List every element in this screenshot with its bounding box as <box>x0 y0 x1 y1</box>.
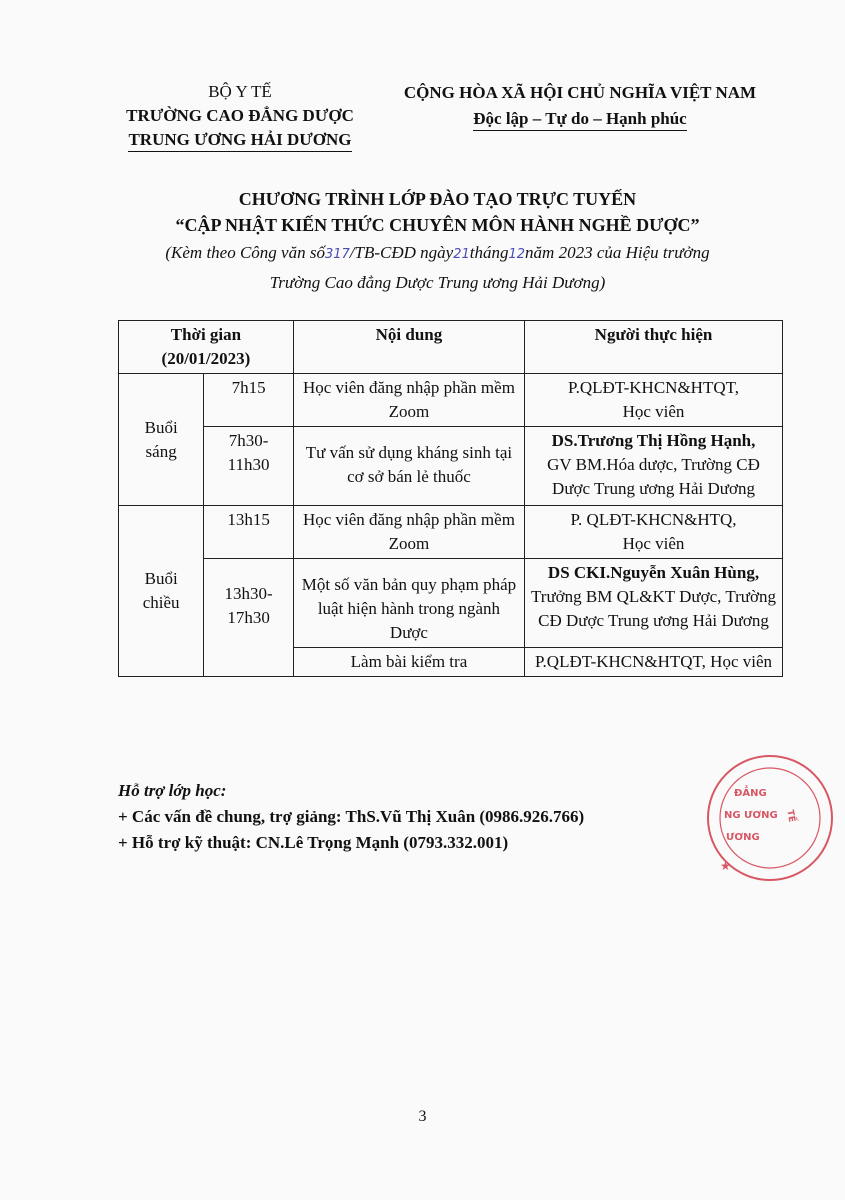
subtitle-part-c: tháng <box>469 243 509 262</box>
document-title <box>80 186 795 296</box>
ministry-name: BỘ Y TẾ <box>208 82 272 101</box>
issuer-header <box>100 80 380 152</box>
svg-text:★: ★ <box>720 859 731 873</box>
national-header <box>375 80 785 132</box>
table-row <box>119 427 783 506</box>
time-cell <box>204 427 294 506</box>
handwritten-month: 12 <box>508 247 526 262</box>
svg-text:ĐẲNG: ĐẲNG <box>734 788 767 799</box>
svg-text:ƯƠNG: ƯƠNG <box>726 832 760 843</box>
svg-text:TẾ: TẾ <box>784 809 797 824</box>
subtitle-part-d: năm 2023 của Hiệu trưởng <box>525 243 710 262</box>
time-start: 13h30- <box>224 584 273 603</box>
table-row <box>119 559 783 648</box>
school-name-line2: TRUNG ƯƠNG HẢI DƯƠNG <box>128 129 351 152</box>
person-cell <box>525 374 783 427</box>
support-line-general: + Các vấn đề chung, trợ giảng: ThS.Vũ Thị Xuân (0986.926.766) <box>118 807 585 826</box>
header-date: (20/01/2023) <box>161 349 251 368</box>
time-cell: 7h15 <box>204 374 294 427</box>
session-label: chiều <box>142 593 180 612</box>
subtitle-line2: Trường Cao đẳng Dược Trung ương Hải Dương) <box>269 273 606 292</box>
person-role: Học viên <box>622 402 685 421</box>
title-line2: “CẬP NHẬT KIẾN THỨC CHUYÊN MÔN HÀNH NGHỀ DƯỢC” <box>175 215 700 235</box>
handwritten-doc-number: 317 <box>324 247 350 262</box>
person-name: DS.Trương Thị Hồng Hạnh, <box>551 431 756 450</box>
person-unit: P. QLĐT-KHCN&HTQ, <box>570 510 737 529</box>
person-cell <box>525 427 783 506</box>
session-label: Buổi <box>144 417 178 437</box>
person-role: Học viên <box>622 534 685 553</box>
time-cell <box>204 559 294 677</box>
content-cell: Học viên đăng nhập phần mềm Zoom <box>293 374 524 427</box>
session-afternoon <box>119 506 204 677</box>
session-label: sáng <box>145 441 177 461</box>
official-seal-stamp <box>700 738 845 898</box>
content-cell: Tư vấn sử dụng kháng sinh tại cơ sở bán lẻ thuốc <box>293 427 524 506</box>
school-name-line1: TRƯỜNG CAO ĐẲNG DƯỢC <box>126 106 354 125</box>
time-end: 11h30 <box>227 455 270 474</box>
header-person: Người thực hiện <box>525 321 783 374</box>
republic-name: CỘNG HÒA XÃ HỘI CHỦ NGHĨA VIỆT NAM <box>403 83 757 102</box>
support-heading: Hỗ trợ lớp học: <box>118 781 227 800</box>
content-cell: Làm bài kiểm tra <box>293 648 524 677</box>
title-subtitle <box>80 240 795 268</box>
header-time: Thời gian <box>170 325 242 344</box>
title-line1: CHƯƠNG TRÌNH LỚP ĐÀO TẠO TRỰC TUYẾN <box>238 189 637 209</box>
content-cell: Một số văn bản quy phạm pháp luật hiện hành trong ngành Dược <box>293 559 524 648</box>
page-number: 3 <box>418 1108 427 1125</box>
time-start: 7h30- <box>228 431 269 450</box>
person-role: Trưởng BM QL&KT Dược, Trường CĐ Dược Trung ương Hải Dương <box>531 587 776 630</box>
handwritten-day: 21 <box>453 247 470 262</box>
time-cell: 13h15 <box>204 506 294 559</box>
person-name: DS CKI.Nguyễn Xuân Hùng, <box>547 563 760 582</box>
content-cell: Học viên đăng nhập phần mềm Zoom <box>293 506 524 559</box>
header-time-cell <box>119 321 294 374</box>
subtitle-part-b: /TB-CĐD ngày <box>349 243 454 262</box>
header-content: Nội dung <box>293 321 524 374</box>
person-cell <box>525 559 783 648</box>
support-section <box>118 778 738 856</box>
person-cell: P.QLĐT-KHCN&HTQT, Học viên <box>525 648 783 677</box>
schedule-table <box>118 320 783 677</box>
session-label: Buổi <box>144 569 178 588</box>
svg-text:NG ƯƠNG: NG ƯƠNG <box>724 810 778 821</box>
person-cell <box>525 506 783 559</box>
table-header-row <box>119 321 783 374</box>
person-role: GV BM.Hóa dược, Trường CĐ Dược Trung ương Hải Dương <box>547 455 760 498</box>
table-row <box>119 374 783 427</box>
person-unit: P.QLĐT-KHCN&HTQT, <box>568 378 739 397</box>
time-end: 17h30 <box>227 608 270 627</box>
support-line-technical: + Hỗ trợ kỹ thuật: CN.Lê Trọng Mạnh (0793.332.001) <box>118 833 509 852</box>
national-motto: Độc lập – Tự do – Hạnh phúc <box>473 108 686 131</box>
table-row <box>119 506 783 559</box>
subtitle-part-a: (Kèm theo Công văn số <box>165 243 325 262</box>
session-morning <box>119 374 204 506</box>
